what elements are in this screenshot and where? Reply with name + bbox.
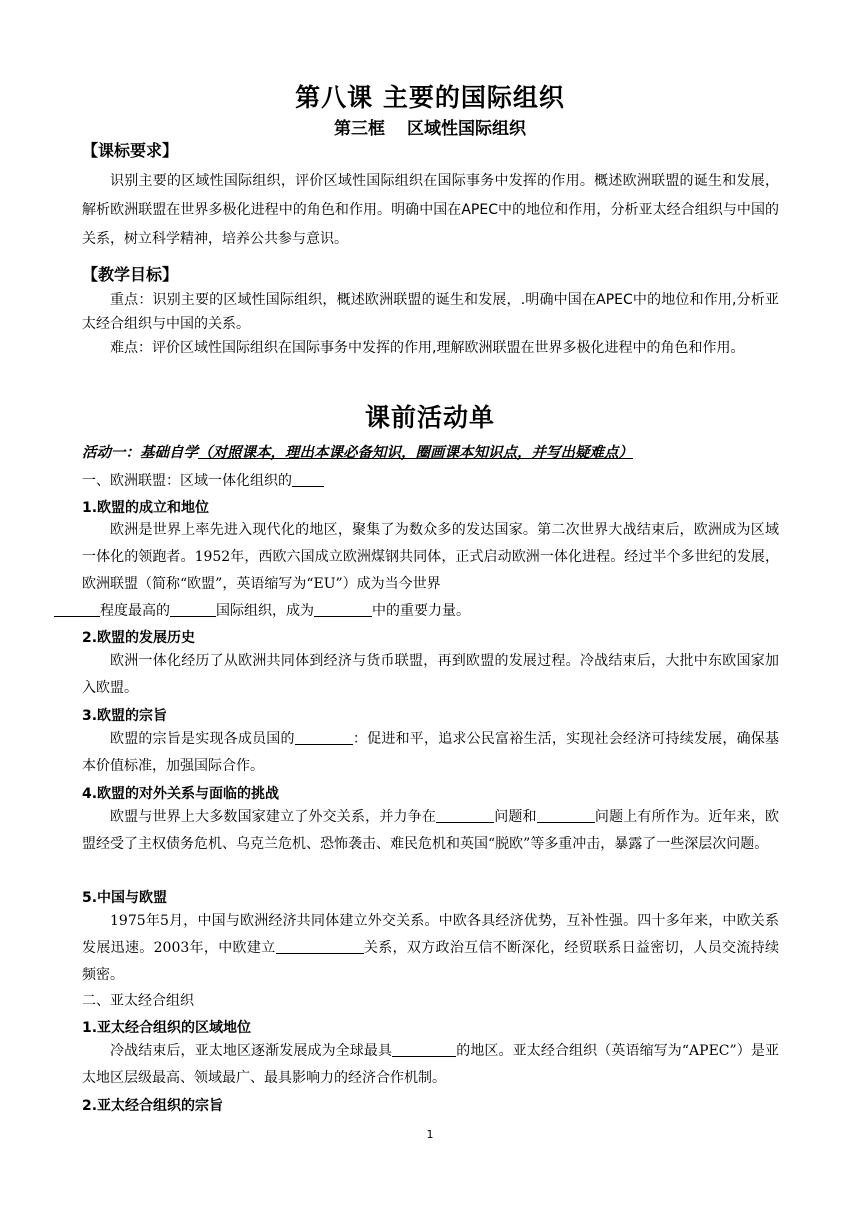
- answer-blank[interactable]: [436, 806, 494, 823]
- answer-blank[interactable]: [314, 600, 372, 617]
- item7-head: 2.亚太经合组织的宗旨: [82, 1098, 224, 1114]
- item1-head: 1.欧盟的成立和地位: [82, 500, 210, 516]
- item6-body: [82, 1038, 779, 1092]
- item4-head: 4.欧盟的对外关系与面临的挑战: [82, 786, 280, 802]
- item1-text2: 程度最高的: [100, 603, 170, 619]
- lesson-subtitle: [0, 114, 860, 139]
- activity-one: [82, 441, 633, 462]
- section-heading-kqhdd: 课前活动单: [364, 403, 495, 432]
- answer-blank[interactable]: [276, 937, 364, 954]
- kebiao-heading: 【课标要求】: [82, 141, 179, 160]
- item2-head: 2.欧盟的发展历史: [82, 630, 196, 646]
- kebiao-text: 识别主要的区域性国际组织，评价区域性国际组织在国际事务中发挥的作用。概述欧洲联盟的诞生和发展，解析欧洲联盟在世界多极化进程中的角色和作用。明确中国在APEC中的地位和作用，分析亚太经合组织与中国的关系，树立科学精神，培养公共参与意识。: [82, 173, 779, 247]
- item4-text3: 问题上有所作为。近年来，欧盟经受了主权债务危机、乌克兰危机、恐怖袭击、难民危机和英国“脱欧”等多重冲击，暴露了一些深层次问题。: [82, 809, 780, 852]
- item5-text2: 关系，双方政治互信不断深化，经贸联系日益密切，人员交流持续频密。: [82, 940, 779, 983]
- item1-body: [82, 517, 779, 625]
- mubiao-nandian: 难点：评价区域性国际组织在国际事务中发挥的作用,理解欧洲联盟在世界多极化进程中的角色和作用。: [110, 340, 745, 356]
- answer-blank[interactable]: [392, 1040, 456, 1057]
- item3-text1: 欧盟的宗旨是实现各成员国的: [110, 731, 295, 747]
- answer-blank[interactable]: [170, 600, 216, 617]
- answer-blank[interactable]: [54, 600, 100, 617]
- item3-text2: ：促进和平，追求公民富裕生活，实现社会经济可持续发展，确保基本价值标准，加强国际合作。: [82, 731, 780, 774]
- subtitle-part1: 第三框: [334, 119, 385, 139]
- lesson-title: 第八课 主要的国际组织: [295, 83, 565, 112]
- answer-blank[interactable]: [292, 470, 324, 487]
- item6-text1: 冷战结束后，亚太地区逐渐发展成为全球最具: [110, 1043, 393, 1059]
- item5-body: [82, 908, 779, 989]
- item4-text2: 问题和: [494, 809, 537, 825]
- subtitle-part2: 区域性国际组织: [407, 119, 526, 139]
- item4-text1: 欧盟与世界上大多数国家建立了外交关系，并力争在: [110, 809, 437, 825]
- item5-text1: 1975年5月，中国与欧洲经济共同体建立外交关系。中欧各具经济优势，互补性强。四十多年来，中欧关系发展迅速。2003年，中欧建立: [82, 913, 779, 956]
- item2-body: 欧洲一体化经历了从欧洲共同体到经济与货币联盟，再到欧盟的发展过程。冷战结束后，大批中东欧国家加入欧盟。: [82, 653, 779, 696]
- answer-blank[interactable]: [295, 728, 353, 745]
- item1-text3: 国际组织，成为: [216, 603, 314, 619]
- mubiao-heading: 【教学目标】: [82, 265, 179, 284]
- answer-blank[interactable]: [537, 806, 595, 823]
- page-number: 1: [426, 1128, 434, 1141]
- section1-title: [82, 470, 324, 490]
- item4-body: [82, 804, 779, 858]
- item6-head: 1.亚太经合组织的区域地位: [82, 1020, 252, 1036]
- activity-label: 活动一：基础自学: [82, 444, 198, 461]
- section2-title: 二、亚太经合组织: [82, 993, 194, 1009]
- item5-head: 5.中国与欧盟: [82, 890, 168, 906]
- item3-head: 3.欧盟的宗旨: [82, 708, 168, 724]
- item3-body: [82, 726, 779, 780]
- item1-text4: 中的重要力量。: [372, 603, 470, 619]
- item1-text1: 欧洲是世界上率先进入现代化的地区，聚集了为数众多的发达国家。第二次世界大战结束后，欧洲成为区域一体化的领跑者。1952年，西欧六国成立欧洲煤钢共同体，正式启动欧洲一体化进程。经过半个多世纪的发展，欧洲联盟（简称“欧盟”，英语缩写为“EU”）成为当今世界: [82, 522, 779, 592]
- mubiao-zhongdian: 重点：识别主要的区域性国际组织，概述欧洲联盟的诞生和发展，.明确中国在APEC中的地位和作用,分析亚太经合组织与中国的关系。: [82, 292, 779, 332]
- activity-note: （对照课本，理出本课必备知识，圈画课本知识点，并写出疑难点）: [198, 444, 633, 461]
- section1-title-text: 一、欧洲联盟：区域一体化组织的: [82, 473, 292, 489]
- item6-text2: 的地区。亚太经合组织（英语缩写为“APEC”）是亚太地区层级最高、领域最广、最具影响力的经济合作机制。: [82, 1043, 779, 1086]
